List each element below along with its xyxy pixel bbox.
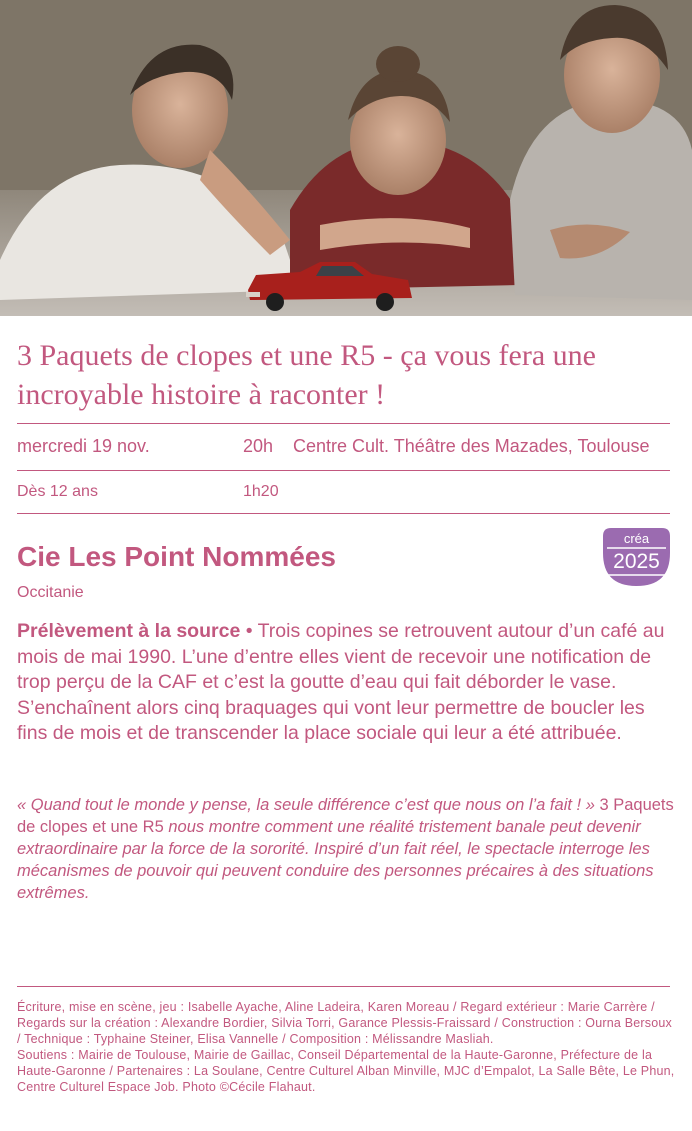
divider <box>17 986 670 987</box>
credits-team: Écriture, mise en scène, jeu : Isabelle Ayache, Aline Ladeira, Karen Moreau / Regard extérieur : Marie Carrère / Regards sur la création : Alexandre Bordier, Silvia Torri, Garance Plessis-Fraissard / Construction : Ourna Bersoux / Technique : Typhaine Steiner, Elisa Vannelle / Composition : Mélissandre Masliah. <box>17 1000 672 1046</box>
show-description <box>17 619 677 747</box>
crea-2025-badge <box>603 528 670 586</box>
badge-top-text: créa <box>623 531 650 546</box>
company-region: Occitanie <box>17 584 84 601</box>
show-title: 3 Paquets de clopes et une R5 - ça vous fera une incroyable histoire à raconter ! <box>17 339 596 411</box>
age-rating: Dès 12 ans <box>17 483 98 500</box>
show-quote <box>17 794 677 904</box>
show-date: mercredi 19 nov. <box>17 436 150 456</box>
description-text: Trois copines se retrouvent autour d’un café au mois de mai 1990. L’une d’entre elles vient de recevoir une notification de trop perçu de la CAF et c’est la goutte d’eau qui fait déborder le vase. S’enchaînent alors cinq braquages qui vont leur permettre de boucler les fins de mois et de transcender la place sociale qui leur a été attribuée. <box>17 620 665 744</box>
credits-supporters: Soutiens : Mairie de Toulouse, Mairie de Gaillac, Conseil Départemental de la Haute-Garonne, Préfecture de la Haute-Garonne / Partenaires : La Soulane, Centre Culturel Alban Minville, MJC d’Empalot, La Salle Bête, Le Phun, Centre Culturel Espace Job. Photo ©Cécile Flahaut. <box>17 1048 675 1094</box>
description-lead: Prélèvement à la source <box>17 620 241 642</box>
credits <box>17 999 677 1095</box>
divider <box>17 513 670 514</box>
badge-year-text: 2025 <box>613 550 660 573</box>
show-duration: 1h20 <box>243 483 279 500</box>
hero-photo-illustration <box>0 0 692 316</box>
company-name: Cie Les Point Nommées <box>17 541 336 572</box>
quote-italic-1: « Quand tout le monde y pense, la seule différence c’est que nous on l’a fait ! » <box>17 796 595 814</box>
divider <box>17 470 670 471</box>
quote-italic-2: nous montre comment une réalité tristement banale peut devenir extraordinaire par la force de la sororité. Inspiré d’un fait réel, le spectacle interroge les mécanismes de pouvoir qui peuvent conduire des personnes précaires à des situations extrêmes. <box>17 818 654 902</box>
description-separator: • <box>240 620 258 642</box>
show-time: 20h <box>243 436 274 456</box>
show-venue: Centre Cult. Théâtre des Mazades, Toulouse <box>293 436 650 456</box>
quote-plain: 3 Paquets de clopes et une R5 <box>17 796 674 836</box>
divider <box>17 423 670 424</box>
hero-photo <box>0 0 692 316</box>
